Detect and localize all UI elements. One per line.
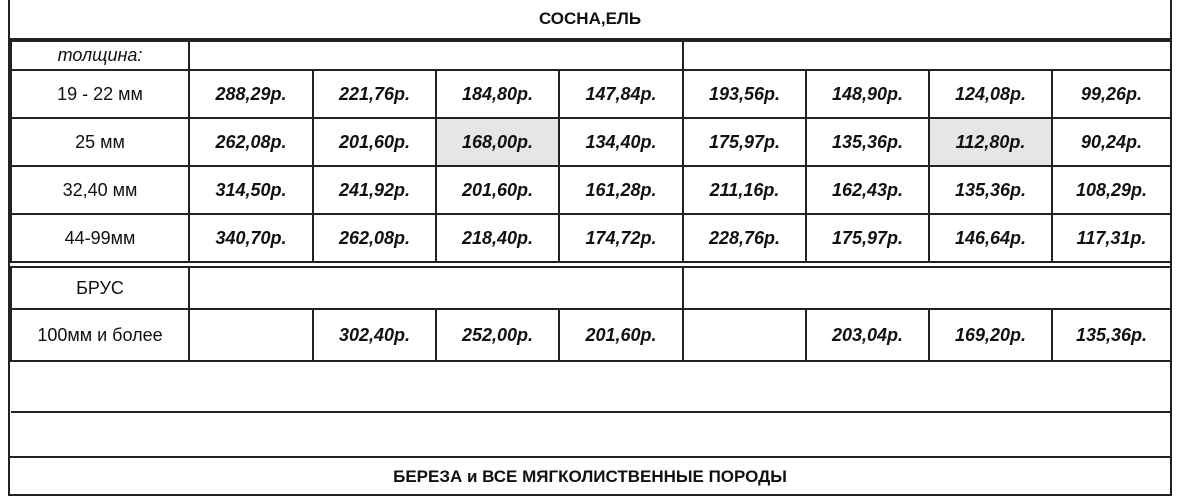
price-cell: 135,36р.	[1052, 309, 1171, 361]
price-cell: 135,36р.	[929, 166, 1052, 214]
price-cell: 262,08р.	[313, 214, 436, 262]
price-cell: 147,84р.	[559, 70, 683, 118]
price-cell: 201,60р.	[436, 166, 559, 214]
header-row	[11, 41, 1171, 70]
table-row	[11, 309, 1171, 361]
price-cell: 211,16р.	[683, 166, 806, 214]
price-cell: 148,90р.	[806, 70, 929, 118]
header-group-right	[683, 41, 1171, 70]
price-cell: 314,50р.	[189, 166, 313, 214]
empty-row	[11, 361, 1171, 412]
price-cell	[189, 309, 313, 361]
table-row	[11, 214, 1171, 262]
price-cell: 203,04р.	[806, 309, 929, 361]
price-cell: 340,70р.	[189, 214, 313, 262]
price-cell: 184,80р.	[436, 70, 559, 118]
brus-group-left	[189, 267, 683, 309]
blank-space	[11, 361, 1171, 412]
price-cell: 288,29р.	[189, 70, 313, 118]
price-cell	[683, 309, 806, 361]
price-cell: 162,43р.	[806, 166, 929, 214]
price-cell: 201,60р.	[313, 118, 436, 166]
price-cell: 228,76р.	[683, 214, 806, 262]
price-cell: 201,60р.	[559, 309, 683, 361]
row-label: 19 - 22 мм	[11, 70, 189, 118]
header-group-left	[189, 41, 683, 70]
brus-header-row	[11, 267, 1171, 309]
thickness-header: толщина:	[11, 41, 189, 70]
price-cell: 174,72р.	[559, 214, 683, 262]
table-row	[11, 70, 1171, 118]
price-cell: 175,97р.	[683, 118, 806, 166]
row-label: 32,40 мм	[11, 166, 189, 214]
price-cell: 221,76р.	[313, 70, 436, 118]
brus-label: БРУС	[11, 267, 189, 309]
section-title-pine-spruce: СОСНА,ЕЛЬ	[10, 0, 1170, 40]
price-cell: 193,56р.	[683, 70, 806, 118]
price-cell: 241,92р.	[313, 166, 436, 214]
price-cell: 262,08р.	[189, 118, 313, 166]
price-cell: 146,64р.	[929, 214, 1052, 262]
price-cell: 99,26р.	[1052, 70, 1171, 118]
price-cell: 218,40р.	[436, 214, 559, 262]
brus-group-right	[683, 267, 1171, 309]
price-cell: 252,00р.	[436, 309, 559, 361]
table-row	[11, 118, 1171, 166]
row-label: 25 мм	[11, 118, 189, 166]
price-cell: 169,20р.	[929, 309, 1052, 361]
price-cell: 108,29р.	[1052, 166, 1171, 214]
table-row	[11, 166, 1171, 214]
price-table	[10, 40, 1172, 413]
price-cell: 135,36р.	[806, 118, 929, 166]
row-label: 44-99мм	[11, 214, 189, 262]
price-cell-highlighted: 112,80р.	[929, 118, 1052, 166]
row-label: 100мм и более	[11, 309, 189, 361]
price-cell: 90,24р.	[1052, 118, 1171, 166]
price-cell: 175,97р.	[806, 214, 929, 262]
price-cell: 117,31р.	[1052, 214, 1171, 262]
price-cell: 161,28р.	[559, 166, 683, 214]
section-title-birch-softwood: БЕРЕЗА и ВСЕ МЯГКОЛИСТВЕННЫЕ ПОРОДЫ	[10, 456, 1170, 496]
price-cell: 134,40р.	[559, 118, 683, 166]
price-cell: 124,08р.	[929, 70, 1052, 118]
price-cell: 302,40р.	[313, 309, 436, 361]
price-cell-highlighted: 168,00р.	[436, 118, 559, 166]
